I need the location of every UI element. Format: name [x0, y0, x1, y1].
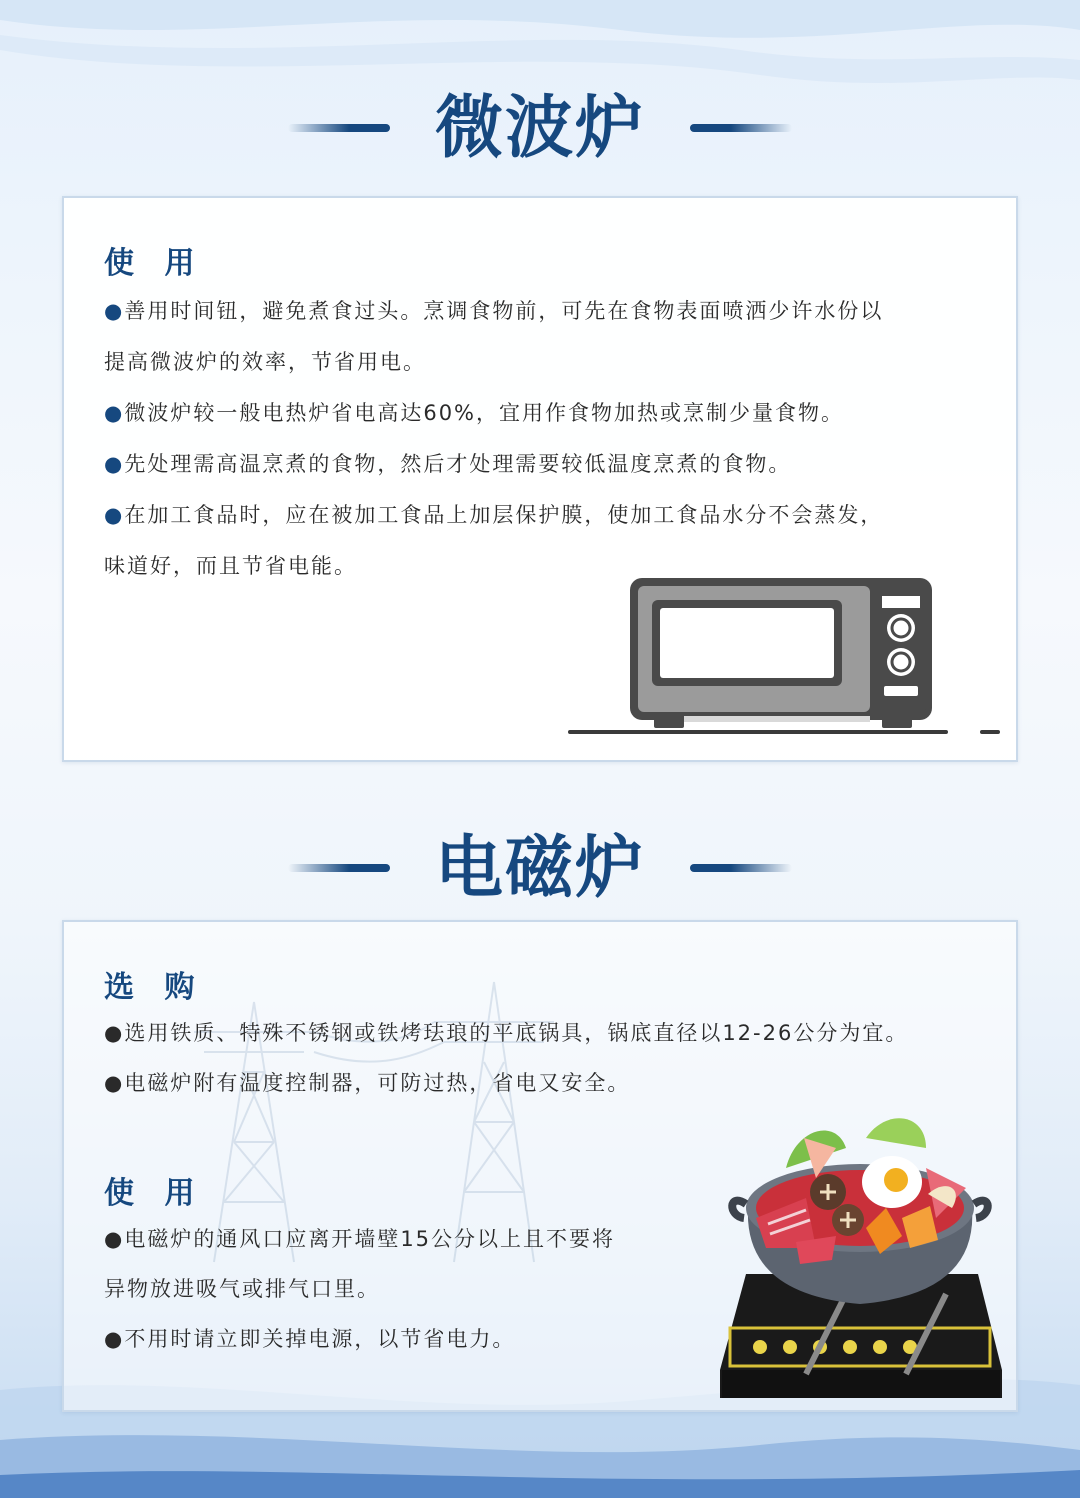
microwave-usage-item-4b: 味道好，而且节省电能。 [104, 554, 357, 578]
title-dash-right [690, 124, 792, 132]
title-dash-right [690, 864, 792, 872]
hotpot-induction-cooker-illustration [716, 1108, 1006, 1404]
induction-usage-heading: 使 用 [104, 1176, 205, 1211]
induction-section-title [0, 824, 1080, 914]
induction-usage-item-2: ●不用时请立即关掉电源，以节省电力。 [104, 1327, 516, 1351]
induction-purchase-heading: 选 购 [104, 970, 205, 1005]
microwave-usage-item-1b: 提高微波炉的效率，节省用电。 [104, 350, 426, 374]
bullet-dot: ● [104, 452, 125, 476]
bullet-dot: ● [104, 299, 125, 323]
induction-purchase-item-1: ●选用铁质、特殊不锈钢或铁烤珐琅的平底锅具，锅底直径以12-26公分为宜。 [104, 1021, 909, 1045]
microwave-usage-item-2: ●微波炉较一般电热炉省电高达60%，宜用作食物加热或烹制少量食物。 [104, 401, 845, 425]
microwave-usage-item-4a: ●在加工食品时，应在被加工食品上加层保护膜，使加工食品水分不会蒸发， [104, 503, 884, 527]
bullet-dot: ● [104, 401, 125, 425]
microwave-section-title [0, 84, 1080, 174]
microwave-usage-heading: 使 用 [104, 246, 205, 281]
microwave-card [62, 196, 1018, 762]
microwave-usage-item-1a: ●善用时间钮，避免煮食过头。烹调食物前，可先在食物表面喷洒少许水份以 [104, 299, 884, 323]
induction-usage-item-1b: 异物放进吸气或排气口里。 [104, 1277, 380, 1301]
bullet-dot: ● [104, 503, 125, 527]
induction-usage-item-1a: ●电磁炉的通风口应离开墙壁15公分以上且不要将 [104, 1227, 616, 1251]
induction-purchase-item-2: ●电磁炉附有温度控制器，可防过热，省电又安全。 [104, 1071, 631, 1095]
microwave-usage-item-3: ●先处理需高温烹煮的食物，然后才处理需要较低温度烹煮的食物。 [104, 452, 792, 476]
page-title-microwave: 微波炉 [434, 89, 645, 168]
induction-card [62, 920, 1018, 1412]
microwave-illustration [564, 574, 1004, 736]
page-title-induction: 电磁炉 [434, 829, 645, 908]
